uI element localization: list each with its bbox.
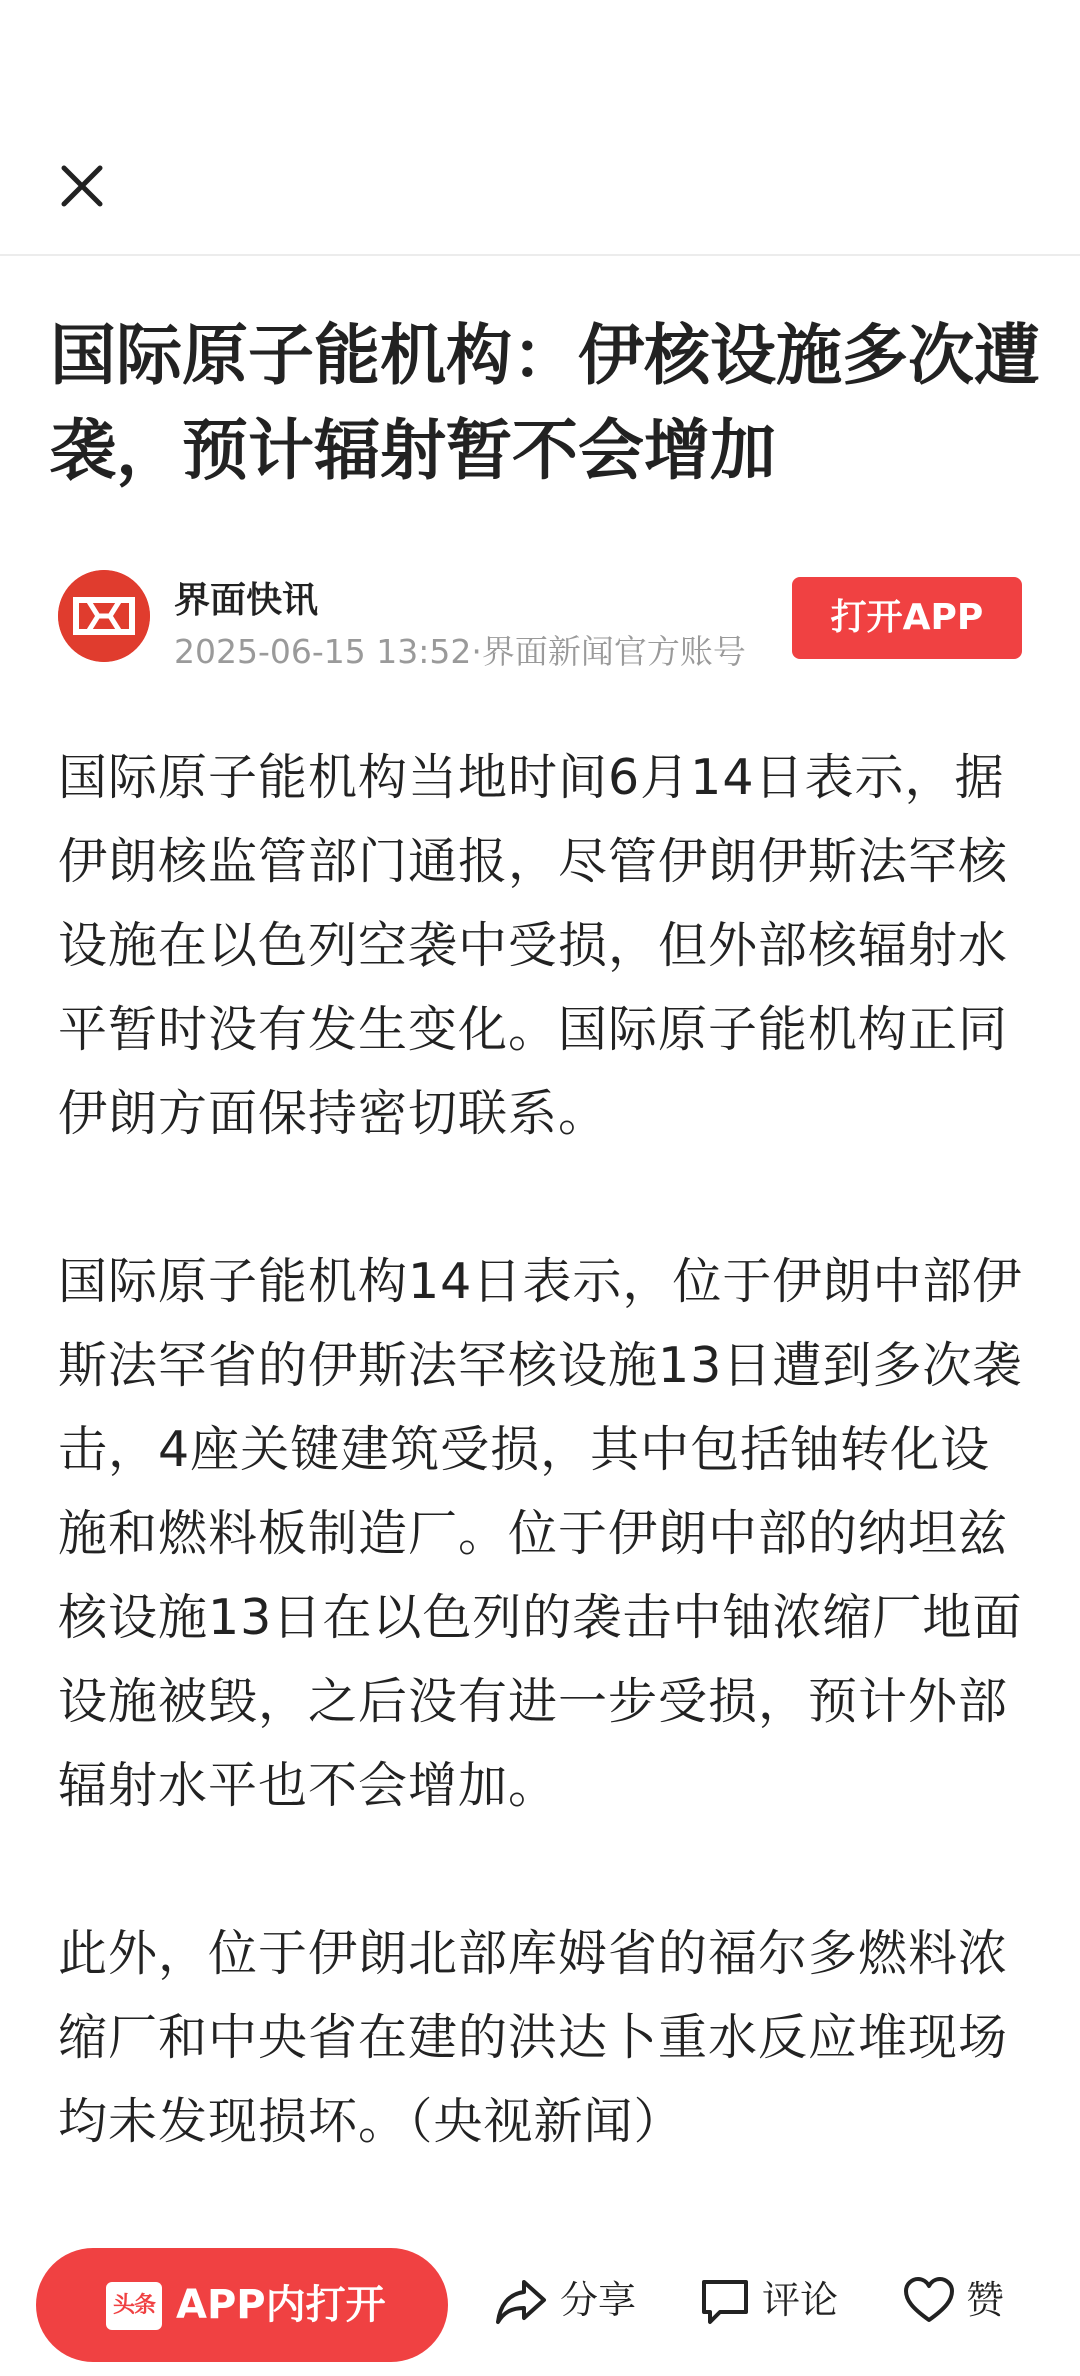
article-paragraph: 国际原子能机构当地时间6月14日表示，据伊朗核监管部门通报，尽管伊朗伊斯法罕核设施在以色列空袭中受损，但外部核辐射水平暂时没有发生变化。国际原子能机构正同伊朗方面保持密切联系。 bbox=[58, 749, 1009, 1142]
open-in-app-button[interactable] bbox=[36, 2248, 448, 2362]
share-icon bbox=[494, 2274, 548, 2328]
like-button[interactable] bbox=[902, 2270, 1012, 2330]
open-app-button[interactable]: 打开APP bbox=[792, 577, 1022, 659]
open-in-app-label: APP内打开 bbox=[176, 2282, 386, 2328]
toutiao-logo-icon: 头条 bbox=[106, 2282, 162, 2330]
share-button[interactable] bbox=[494, 2270, 637, 2330]
heart-icon bbox=[902, 2274, 956, 2328]
jiemian-logo-icon bbox=[58, 570, 150, 662]
like-label: 赞 bbox=[966, 2278, 1005, 2322]
author-row bbox=[58, 570, 1022, 671]
close-button[interactable] bbox=[42, 146, 122, 226]
close-icon bbox=[42, 146, 122, 226]
top-bar bbox=[0, 0, 1080, 256]
comment-icon bbox=[698, 2274, 752, 2328]
bottom-bar bbox=[0, 2240, 1080, 2376]
article-paragraph: 此外，位于伊朗北部库姆省的福尔多燃料浓缩厂和中央省在建的洪达卜重水反应堆现场均未发现损坏。（央视新闻） bbox=[58, 1925, 1009, 2150]
article-paragraph: 国际原子能机构14日表示，位于伊朗中部伊斯法罕省的伊斯法罕核设施13日遭到多次袭击，4座关键建筑受损，其中包括铀转化设施和燃料板制造厂。位于伊朗中部的纳坦兹核设施13日在以色列的袭击中铀浓缩厂地面设施被毁，之后没有进一步受损，预计外部辐射水平也不会增加。 bbox=[58, 1253, 1023, 1814]
author-name[interactable]: 界面快讯 bbox=[174, 580, 319, 621]
article-title: 国际原子能机构：伊核设施多次遭袭，预计辐射暂不会增加 bbox=[50, 317, 1040, 489]
avatar[interactable] bbox=[58, 570, 150, 662]
article-body bbox=[58, 736, 1024, 2248]
author-meta: 2025-06-15 13:52·界面新闻官方账号 bbox=[174, 632, 746, 671]
share-label: 分享 bbox=[560, 2278, 637, 2322]
comment-button[interactable] bbox=[698, 2270, 848, 2330]
comment-label: 评论 bbox=[762, 2278, 839, 2322]
